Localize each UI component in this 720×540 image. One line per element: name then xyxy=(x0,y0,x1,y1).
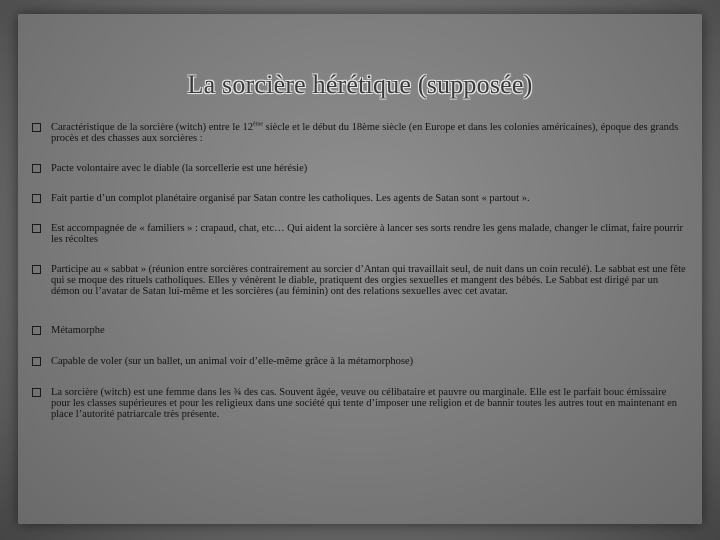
checkbox-bullet-icon xyxy=(32,123,41,132)
checkbox-bullet-icon xyxy=(32,164,41,173)
bullet-text-part: Caractéristique de la sorcière (witch) entre le 12 xyxy=(51,122,254,133)
slide-title: La sorcière hérétique (supposée) xyxy=(187,70,533,99)
bullet-item xyxy=(32,193,688,204)
bullet-text: Est accompagnée de « familiers » : crapaud, chat, etc… Qui aident la sorcière à lancer ses sorts rendre les gens malade, changer le climat, faire pourrir les récoltes xyxy=(51,223,684,245)
checkbox-bullet-icon xyxy=(32,194,41,203)
bullet-text: Fait partie d’un complot planétaire organisé par Satan contre les catholiques. Les agents de Satan sont « partout ». xyxy=(51,193,530,204)
bullet-item xyxy=(32,223,688,245)
checkbox-bullet-icon xyxy=(32,388,41,397)
bullet-item xyxy=(32,387,688,420)
bullet-item xyxy=(32,264,688,297)
bullet-text: Métamorphe xyxy=(51,325,105,336)
superscript: ème xyxy=(253,121,264,128)
bullet-text xyxy=(51,122,688,144)
checkbox-bullet-icon xyxy=(32,224,41,233)
checkbox-bullet-icon xyxy=(32,326,41,335)
bullet-text: La sorcière (witch) est une femme dans les ¾ des cas. Souvent âgée, veuve ou célibataire et pauvre ou marginale. Elle est le parfait bouc émissaire pour les classes supérieures et pour les religieux dans une société qui tente d’imposer une religion et de bannir toutes les autres tout en maintenant en place l’autorité patriarcale très présente. xyxy=(51,387,678,420)
bullet-text: Pacte volontaire avec le diable (la sorcellerie est une hérésie) xyxy=(51,163,308,174)
bullet-text-part: siècle et le début du 18ème siècle (en Europe et dans les colonies américaines), époque des grands procès et des chasses aux sorcières : xyxy=(51,122,679,144)
checkbox-bullet-icon xyxy=(32,357,41,366)
bullet-item xyxy=(32,122,688,144)
checkbox-bullet-icon xyxy=(32,265,41,274)
bullet-text: Participe au « sabbat » (réunion entre sorcières contrairement au sorcier d’Antan qui travaillait seul, de nuit dans un coin reculé). Le sabbat est une fête qui se moque des rituels catholiques. Elles y vénèrent le diable, pratiquent des orgies sexuelles et mangent des bébés. Le Sabbat est dirigé par un démon ou l’avatar de Satan lui-même et les sorcières (au féminin) ont des relations sexuelles avec cet avatar. xyxy=(51,264,686,297)
bullet-item xyxy=(32,325,688,336)
bullet-text: Capable de voler (sur un ballet, un animal voir d’elle-même grâce à la métamorphose) xyxy=(51,356,414,367)
bullet-item xyxy=(32,163,688,174)
bullet-item xyxy=(32,356,688,367)
